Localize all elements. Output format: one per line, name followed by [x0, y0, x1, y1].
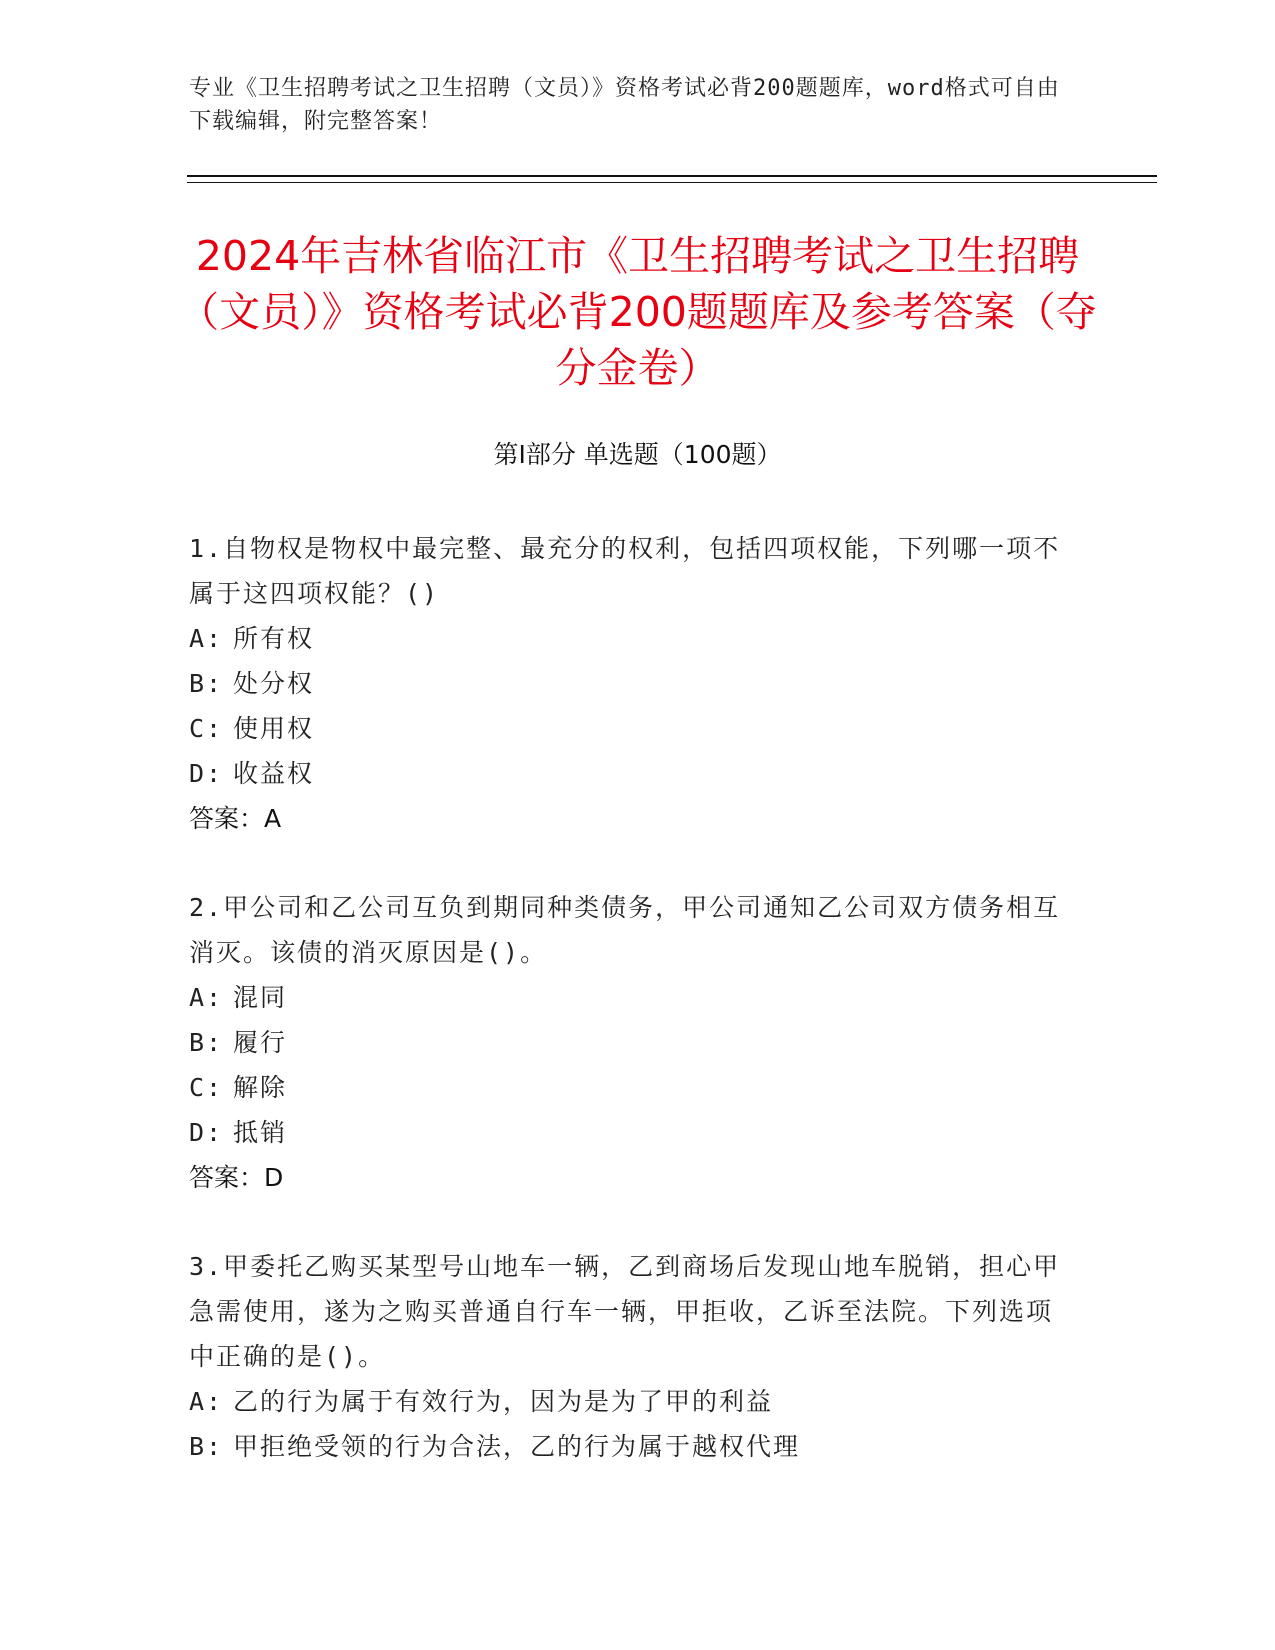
question-text: 3.甲委托乙购买某型号山地车一辆，乙到商场后发现山地车脱销，担心甲急需使用，遂为之购买普通自行车一辆，甲拒收，乙诉至法院。下列选项中正确的是()。 — [189, 1252, 1061, 1371]
option-text: 抵销 — [233, 1118, 288, 1147]
option-text: 使用权 — [233, 714, 315, 743]
option-a — [189, 616, 1069, 661]
option-c — [189, 706, 1069, 751]
option-b — [189, 1020, 1069, 1065]
question-1 — [189, 526, 1069, 841]
question-text: 1.自物权是物权中最完整、最充分的权利，包括四项权能，下列哪一项不属于这四项权能？() — [189, 534, 1061, 608]
option-d — [189, 751, 1069, 796]
option-key: A: — [189, 1387, 224, 1416]
option-d — [189, 1110, 1069, 1155]
option-a — [189, 975, 1069, 1020]
option-key: B: — [189, 1432, 224, 1461]
option-b — [189, 661, 1069, 706]
answer: 答案：D — [189, 1163, 284, 1192]
option-key: D: — [189, 1118, 224, 1147]
header-rule-thin — [187, 182, 1157, 183]
option-key: C: — [189, 714, 224, 743]
question-list — [189, 526, 1069, 1513]
option-text: 所有权 — [233, 624, 315, 653]
option-text: 乙的行为属于有效行为，因为是为了甲的利益 — [233, 1387, 774, 1416]
option-b — [189, 1424, 1069, 1469]
question-2 — [189, 885, 1069, 1200]
header-rule-thick — [187, 175, 1157, 177]
option-text: 解除 — [233, 1073, 288, 1102]
option-c — [189, 1065, 1069, 1110]
question-3 — [189, 1244, 1069, 1469]
option-key: B: — [189, 1028, 224, 1057]
option-text: 收益权 — [233, 759, 315, 788]
document-title: 2024年吉林省临江市《卫生招聘考试之卫生招聘（文员）》资格考试必背200题题库及参考答案（夺分金卷） — [178, 232, 1097, 392]
option-text: 甲拒绝受领的行为合法，乙的行为属于越权代理 — [233, 1432, 801, 1461]
answer: 答案：A — [189, 804, 282, 833]
section-heading: 第I部分 单选题（100题） — [493, 440, 782, 469]
option-text: 混同 — [233, 983, 288, 1012]
option-a — [189, 1379, 1069, 1424]
question-text: 2.甲公司和乙公司互负到期同种类债务，甲公司通知乙公司双方债务相互消灭。该债的消灭原因是()。 — [189, 893, 1061, 967]
option-key: C: — [189, 1073, 224, 1102]
option-key: A: — [189, 983, 224, 1012]
option-key: A: — [189, 624, 224, 653]
header-note: 专业《卫生招聘考试之卫生招聘（文员）》资格考试必背200题题库，word格式可自由下载编辑，附完整答案！ — [189, 76, 1060, 134]
option-text: 处分权 — [233, 669, 315, 698]
option-key: B: — [189, 669, 224, 698]
option-text: 履行 — [233, 1028, 288, 1057]
option-key: D: — [189, 759, 224, 788]
